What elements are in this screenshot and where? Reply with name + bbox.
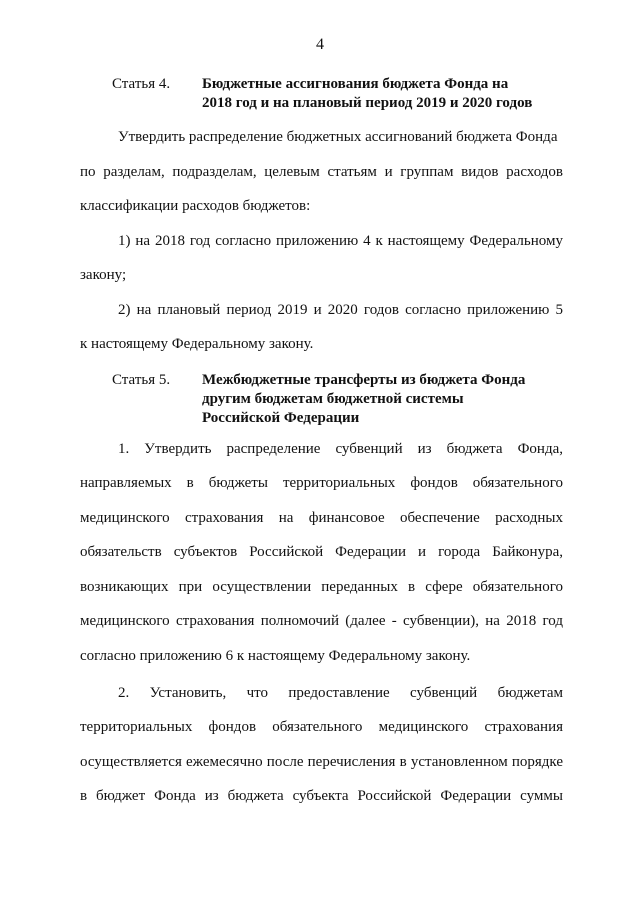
article-4-title-line: 2018 год и на плановый период 2019 и 2020 годов: [202, 95, 533, 111]
article-4-paragraph-line: Утвердить распределение бюджетных ассигнований бюджета Фонда: [118, 129, 558, 145]
article-5-title: [202, 371, 582, 428]
article-5-p1-line: медицинского страхования полномочий (далее - субвенции), на 2018 год: [80, 613, 563, 629]
article-5-p1-line: обязательств субъектов Российской Федерации и города Байконура,: [80, 544, 563, 560]
article-5-p1-line: возникающих при осуществлении переданных в сфере обязательного: [80, 579, 563, 595]
article-4-item-1: 1) на 2018 год согласно приложению 4 к настоящему Федеральному: [118, 233, 563, 249]
article-4-item-2: 2) на плановый период 2019 и 2020 годов согласно приложению 5: [118, 302, 563, 318]
article-4-title-line: Бюджетные ассигнования бюджета Фонда на: [202, 76, 509, 92]
article-5-label: Статья 5.: [112, 372, 171, 388]
article-5-title-line: другим бюджетам бюджетной системы: [202, 391, 464, 407]
article-5-p1-line: медицинского страхования на финансовое обеспечение расходных: [80, 510, 563, 526]
article-4-label: Статья 4.: [112, 76, 171, 92]
article-5-p2-line: 2. Установить, что предоставление субвенций бюджетам: [118, 685, 563, 701]
article-5-p2-line: в бюджет Фонда из бюджета субъекта Российской Федерации суммы: [80, 788, 563, 804]
article-5-p1-line: 1. Утвердить распределение субвенций из бюджета Фонда,: [118, 441, 563, 457]
article-4-title: [202, 75, 582, 113]
article-4-paragraph-line: по разделам, подразделам, целевым статьям и группам видов расходов: [80, 164, 563, 180]
article-5-p2-line: территориальных фондов обязательного медицинского страхования: [80, 719, 563, 735]
article-5-p1-line: согласно приложению 6 к настоящему Федеральному закону.: [80, 648, 471, 664]
article-4-item-1-cont: закону;: [80, 267, 127, 283]
article-5-title-line: Межбюджетные трансферты из бюджета Фонда: [202, 372, 526, 388]
article-4-paragraph-line: классификации расходов бюджетов:: [80, 198, 311, 214]
article-5-p2-line: осуществляется ежемесячно после перечисления в установленном порядке: [80, 754, 563, 770]
article-5-p1-line: направляемых в бюджеты территориальных фондов обязательного: [80, 475, 563, 491]
article-5-title-line: Российской Федерации: [202, 410, 360, 426]
page-number: 4: [316, 36, 324, 53]
article-4-item-2-cont: к настоящему Федеральному закону.: [80, 336, 314, 352]
